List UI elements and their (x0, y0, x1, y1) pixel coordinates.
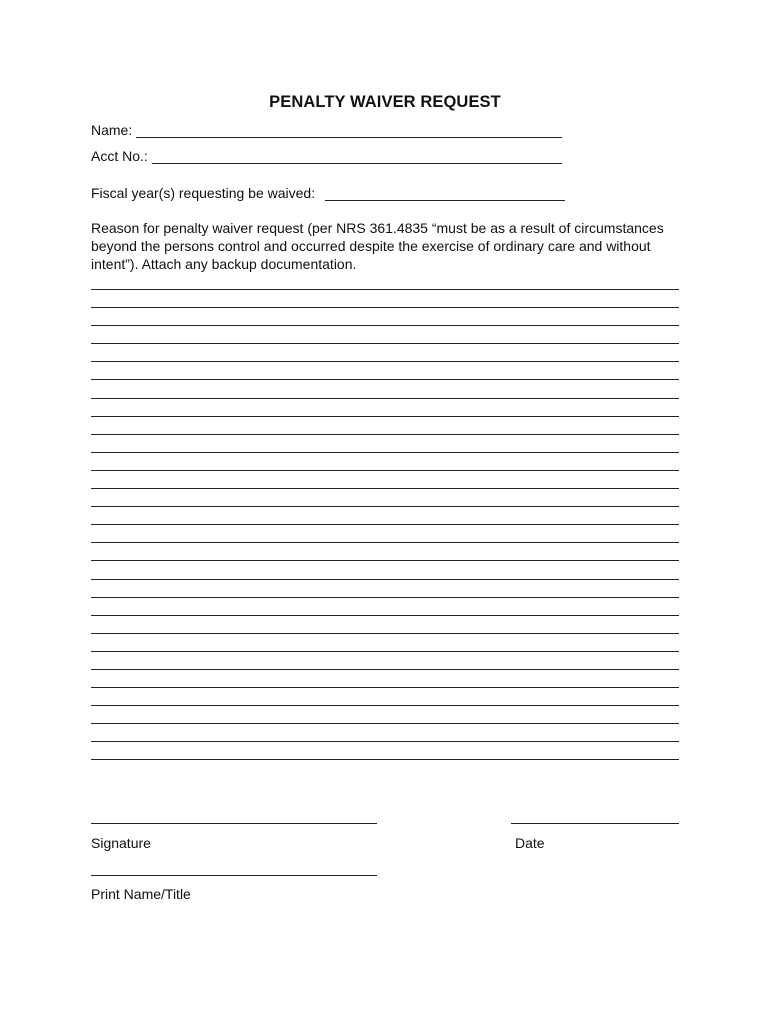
writing-line[interactable] (91, 361, 679, 362)
writing-line[interactable] (91, 651, 679, 652)
writing-line[interactable] (91, 741, 679, 742)
writing-line[interactable] (91, 669, 679, 670)
writing-line[interactable] (91, 542, 679, 543)
writing-line[interactable] (91, 325, 679, 326)
reason-instructions: Reason for penalty waiver request (per NRS 361.4835 “must be as a result of circumstances beyond the persons control and occurred despite the exercise of ordinary care and without intent”). Attach any backup documentation. (91, 220, 664, 272)
acct-field (91, 148, 562, 164)
writing-line[interactable] (91, 452, 679, 453)
writing-line[interactable] (91, 470, 679, 471)
writing-line[interactable] (91, 759, 679, 760)
writing-line[interactable] (91, 524, 679, 525)
name-field (91, 122, 562, 138)
writing-line[interactable] (91, 560, 679, 561)
fiscal-year-input-line[interactable] (325, 188, 565, 201)
date-label: Date (515, 835, 545, 851)
name-input-line[interactable] (136, 125, 562, 138)
date-line[interactable] (511, 823, 679, 824)
acct-input-line[interactable] (152, 151, 562, 164)
signature-line[interactable] (91, 823, 377, 824)
print-name-line[interactable] (91, 875, 377, 876)
reason-writing-area[interactable] (91, 289, 679, 778)
writing-line[interactable] (91, 398, 679, 399)
writing-line[interactable] (91, 687, 679, 688)
writing-line[interactable] (91, 379, 679, 380)
writing-line[interactable] (91, 289, 679, 290)
fiscal-year-field (91, 185, 565, 201)
fiscal-year-label: Fiscal year(s) requesting be waived: (91, 185, 316, 201)
name-label: Name: (91, 122, 133, 138)
writing-line[interactable] (91, 597, 679, 598)
writing-line[interactable] (91, 434, 679, 435)
writing-line[interactable] (91, 343, 679, 344)
page-title: PENALTY WAIVER REQUEST (269, 93, 501, 111)
writing-line[interactable] (91, 615, 679, 616)
signature-label: Signature (91, 835, 151, 851)
writing-line[interactable] (91, 723, 679, 724)
writing-line[interactable] (91, 633, 679, 634)
writing-line[interactable] (91, 416, 679, 417)
writing-line[interactable] (91, 579, 679, 580)
writing-line[interactable] (91, 506, 679, 507)
print-name-label: Print Name/Title (91, 886, 191, 902)
writing-line[interactable] (91, 307, 679, 308)
acct-label: Acct No.: (91, 148, 148, 164)
writing-line[interactable] (91, 488, 679, 489)
writing-line[interactable] (91, 705, 679, 706)
